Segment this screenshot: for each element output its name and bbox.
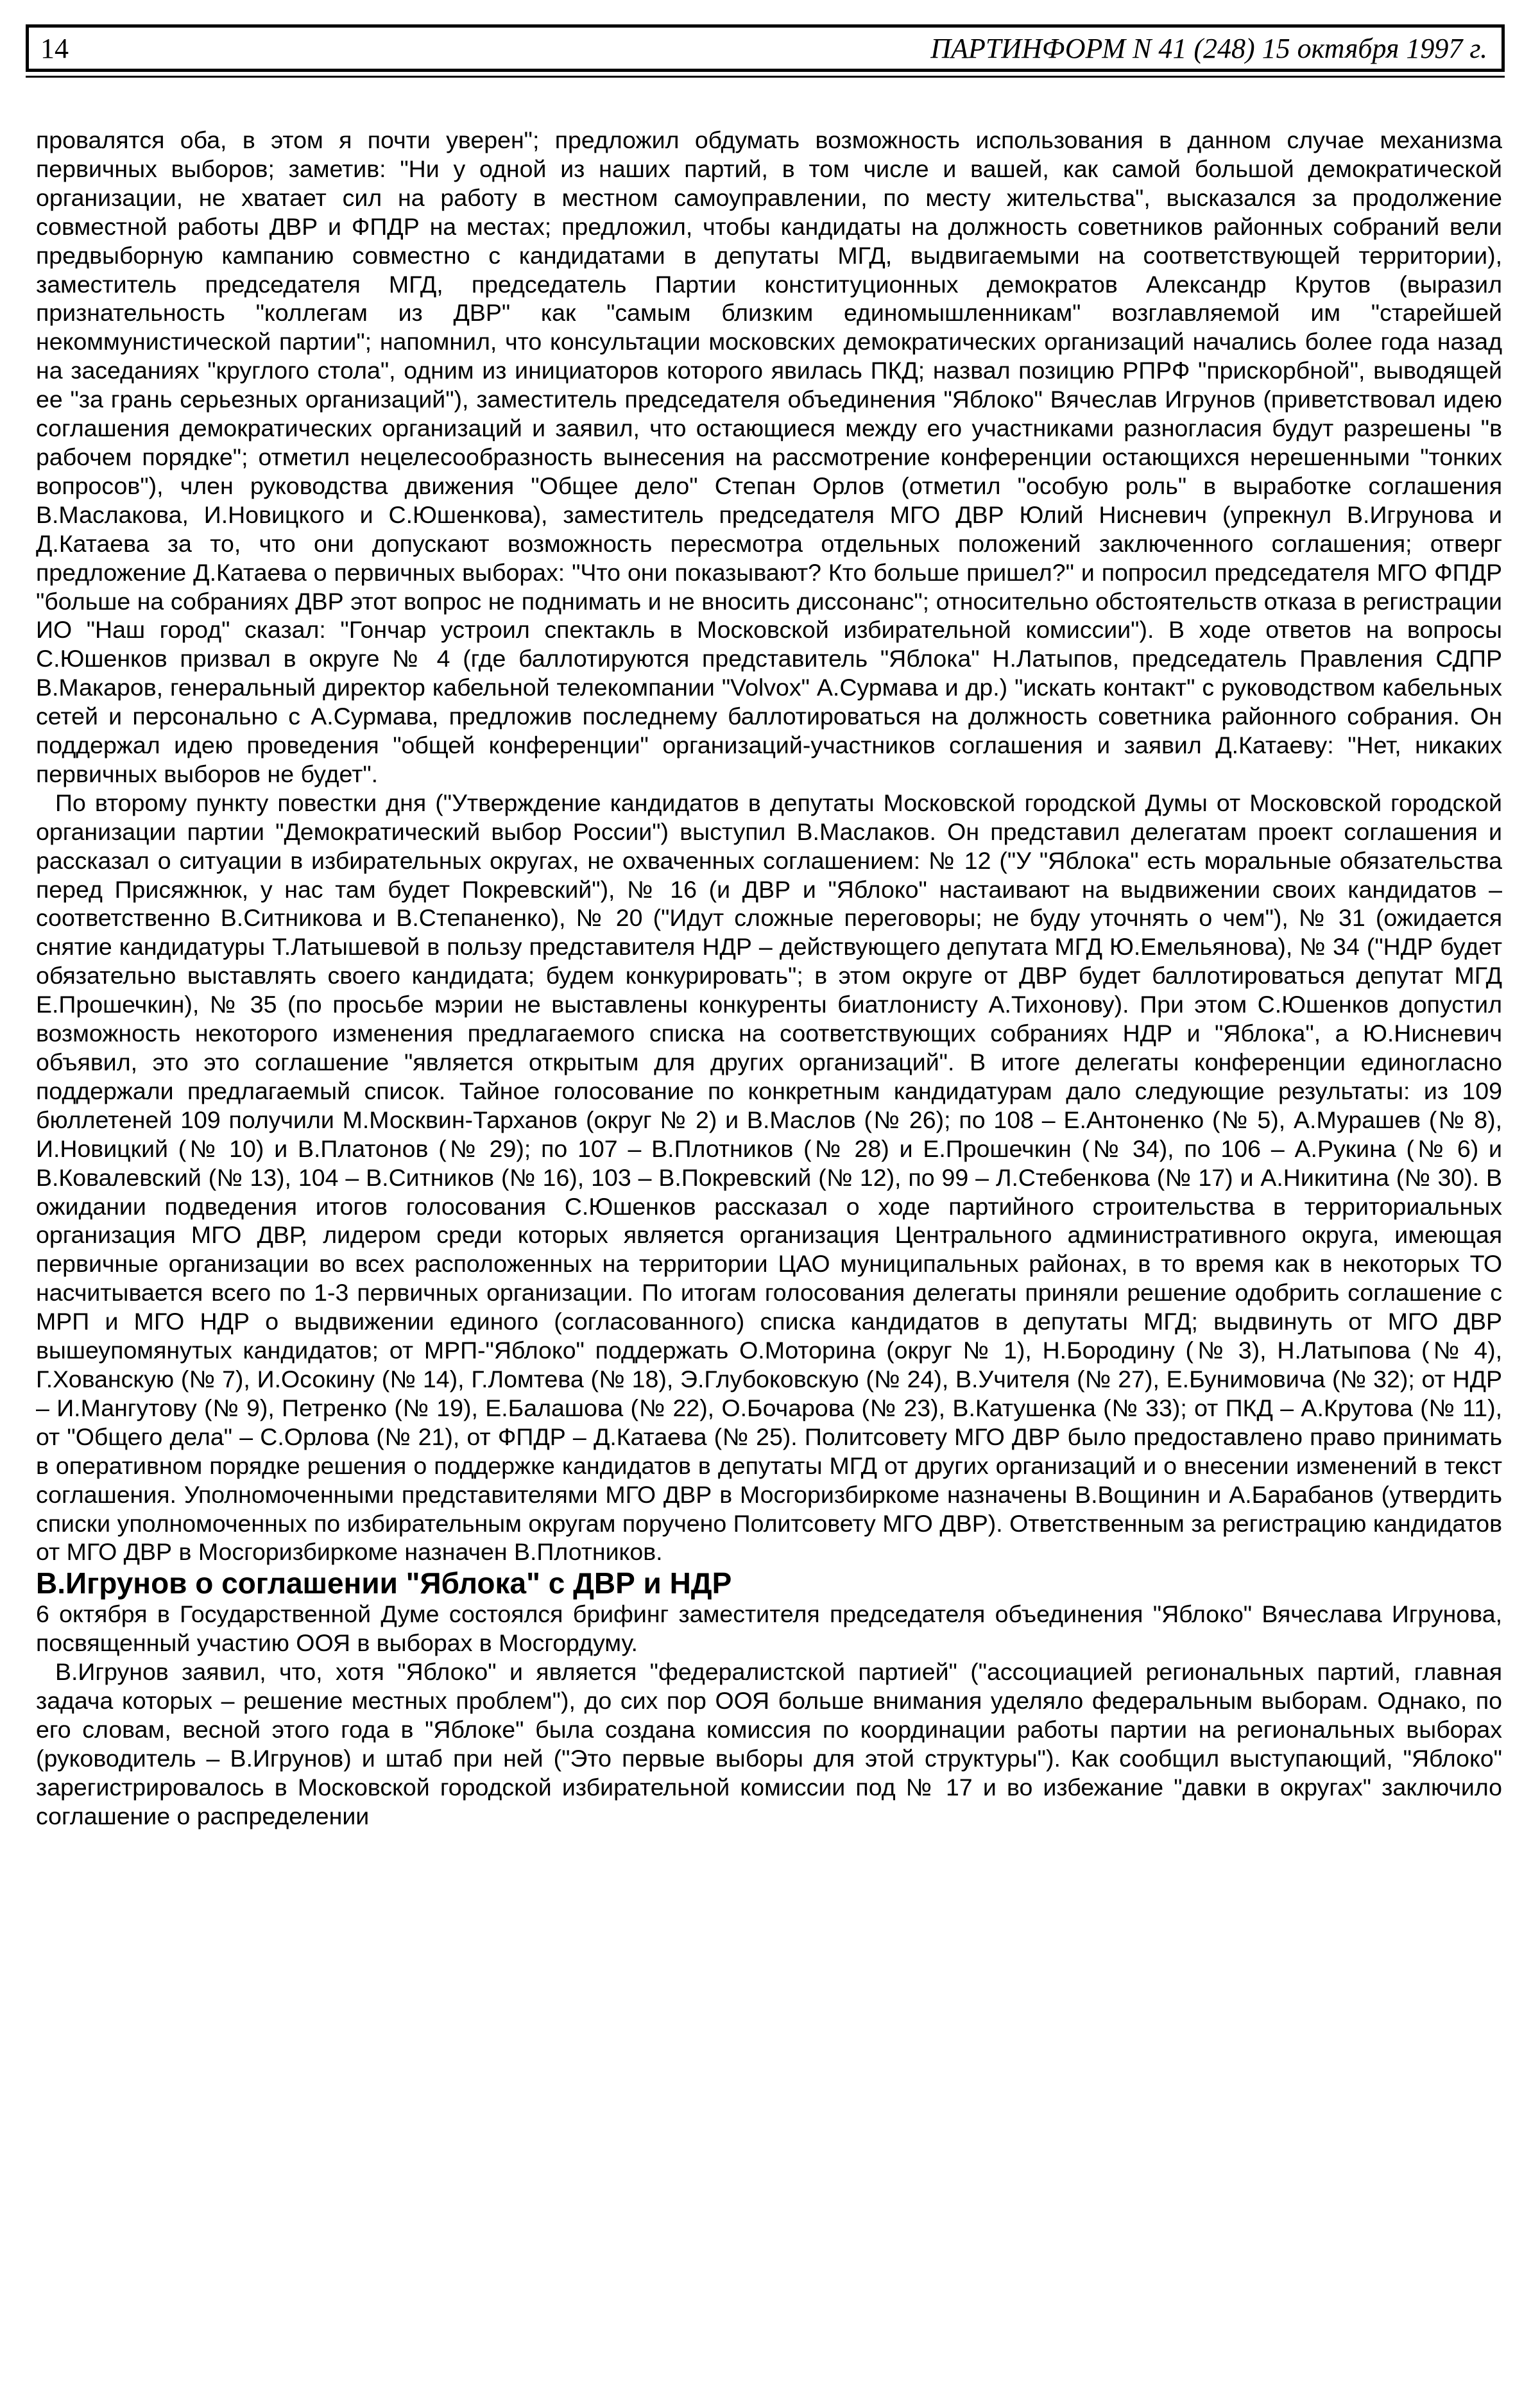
section-paragraph: В.Игрунов заявил, что, хотя "Яблоко" и является "федералистской партией" ("ассоциацией региональных партий, главная задача которых – решение местных проблем"), до сих пор ООЯ больше внимания уделяло федеральным выборам. Однако, по его словам, весной этого года в "Яблоке" была создана комиссия по координации работы партии на региональных выборах (руководитель – В.Игрунов) и штаб при ней ("Это первые выборы для этой структуры"). Как сообщил выступающий, "Яблоко" зарегистрировалось в Московской городской избирательной комиссии под № 17 и во избежание "давки в округах" заключило соглашение о распределении <box>36 1658 1502 1829</box>
paragraph-continued: провалятся оба, в этом я почти уверен"; предложил обдумать возможность использования в данном случае механизма первичных выборов; заметив: "Ни у одной из наших партий, в том числе и вашей, как самой большой демократической организации, не хватает сил на работу в местном самоуправлении, по месту жительства", высказался за продолжение совместной работы ДВР и ФПДР на местах; предложил, чтобы кандидаты на должность советников районных собраний вели предвыборную кампанию совместно с кандидатами в депутаты МГД, выдвигаемыми на соответствующей территории), заместитель председателя МГД, председатель Партии конституционных демократов Александр Крутов (выразил признательность "коллегам из ДВР" как "самым близким единомышленникам" возглавляемой им "старейшей некоммунистической партии"; напомнил, что консультации московских демократических организаций начались более года назад на заседаниях "круглого стола", одним из инициаторов которого явилась ПКД; назвал позицию РПРФ "прискорбной", выводящей ее "за грань серьезных организаций"), заместитель председателя объединения "Яблоко" Вячеслав Игрунов (приветствовал идею соглашения демократических организаций и заявил, что остающиеся между его участниками разногласия будут разрешены "в рабочем порядке"; отметил нецелесообразность вынесения на рассмотрение конференции остающихся нерешенными "тонких вопросов"), член руководства движения "Общее дело" Степан Орлов (отметил "особую роль" в выработке соглашения В.Маслакова, И.Новицкого и С.Юшенкова), заместитель председателя МГО ДВР Юлий Нисневич (упрекнул В.Игрунова и Д.Катаева за то, что они допускают возможность пересмотра отдельных положений заключенного соглашения; отверг предложение Д.Катаева о первичных выборах: "Что они показывают? Кто больше пришел?" и попросил председателя МГО ФПДР "больше на собраниях ДВР этот вопрос не поднимать и не вносить диссонанс"; относительно обстоятельств отказа в регистрации ИО "Наш город" сказал: "Гончар устроил спектакль в Московской избирательной комиссии"). В ходе ответов на вопросы С.Юшенков призвал в округе № 4 (где баллотируются представитель "Яблока" Н.Латыпов, председатель Правления СДПР В.Макаров, генеральный директор кабельной телекомпании "Volvox" А.Сурмава и др.) "искать контакт" с руководством кабельных сетей и персонально с А.Сурмава, предложив последнему баллотироваться на должность советника районного собрания. Он поддержал идею проведения "общей конференции" организаций-участников соглашения и заявил Д.Катаеву: "Нет, никаких первичных выборов не будет". <box>36 126 1502 787</box>
section-title: В.Игрунов о соглашении "Яблока" с ДВР и НДР <box>36 1566 732 1600</box>
paragraph-agenda-item-2: По второму пункту повестки дня ("Утверждение кандидатов в депутаты Московской городской Думы от Московской городской организации партии "Демократический выбор России") выступил В.Маслаков. Он представил делегатам проект соглашения и рассказал о ситуации в избирательных округах, не охваченных соглашением: № 12 ("У "Яблока" есть моральные обязательства перед Присяжнюк, у нас там будет Покревский"), № 16 (и ДВР и "Яблоко" настаивают на выдвижении своих кандидатов – соответственно В.Ситникова и В.Степаненко), № 20 ("Идут сложные переговоры; не буду уточнять о чем"), № 31 (ожидается снятие кандидатуры Т.Латышевой в пользу представителя НДР – действующего депутата МГД Ю.Емельянова), № 34 ("НДР будет обязательно выставлять своего кандидата; будем конкурировать"; в этом округе от ДВР будет баллотироваться депутат МГД Е.Прошечкин), № 35 (по просьбе мэрии не выставлены конкуренты биатлонисту А.Тихонову). При этом С.Юшенков допустил возможность некоторого изменения предлагаемого списка на соответствующих собраниях НДР и "Яблока", а Ю.Нисневич объявил, это это соглашение "является открытым для других организаций". В итоге делегаты конференции единогласно поддержали предлагаемый список. Тайное голосование по конкретным кандидатурам дало следующие результаты: из 109 бюллетеней 109 получили М.Москвин-Тарханов (округ № 2) и В.Маслов (№ 26); по 108 – Е.Антоненко (№ 5), А.Мурашев (№ 8), И.Новицкий (№ 10) и В.Платонов (№ 29); по 107 – В.Плотников (№ 28) и Е.Прошечкин (№ 34), по 106 – А.Рукина (№ 6) и В.Ковалевский (№ 13), 104 – В.Ситников (№ 16), 103 – В.Покревский (№ 12), по 99 – Л.Стебенкова (№ 17) и А.Никитина (№ 30). В ожидании подведения итогов голосования С.Юшенков рассказал о ходе партийного строительства в территориальных организация МГО ДВР, лидером среди которых является организация Центрального административного округа, имеющая первичные организации во всех расположенных на территории ЦАО муниципальных районах, в то время как в некоторых ТО насчитывается всего по 1-3 первичных организации. По итогам голосования делегаты приняли решение одобрить соглашение с МРП и МГО НДР о выдвижении единого (согласованного) списка кандидатов в депутаты МГД; выдвинуть от МГО ДВР вышеупомянутых кандидатов; от МРП-"Яблоко" поддержать О.Моторина (округ № 1), Н.Бородину (№ 3), Н.Латыпова (№ 4), Г.Хованскую (№ 7), И.Осокину (№ 14), Г.Ломтева (№ 18), Э.Глубоковскую (№ 24), В.Учителя (№ 27), Е.Бунимовича (№ 32); от НДР – И.Мангутову (№ 9), Петренко (№ 19), Е.Балашова (№ 22), О.Бочарова (№ 23), В.Катушенка (№ 33); от ПКД – А.Крутова (№ 11), от "Общего дела" – С.Орлова (№ 21), от ФПДР – Д.Катаева (№ 25). Политсовету МГО ДВР было предоставлено право принимать в оперативном порядке решения о поддержке кандидатов в депутаты МГД от других организаций и о внесении изменений в текст соглашения. Уполномоченными представителями МГО ДВР в Мосгоризбиркоме назначены В.Вощинин и А.Барабанов (утвердить списки уполномоченных по избирательным округам поручено Политсовету МГО ДВР). Ответственным за регистрацию кандидатов от МГО ДВР в Мосгоризбиркоме назначен В.Плотников. <box>36 789 1502 1566</box>
page-number: 14 <box>40 32 69 64</box>
section-paragraph: 6 октября в Государственной Думе состоялся брифинг заместителя председателя объединения "Яблоко" Вячеслава Игрунова, посвященный участию ООЯ в выборах в Мосгордуму. <box>36 1600 1502 1657</box>
issue-info: ПАРТИНФОРМ N 41 (248) 15 октября 1997 г. <box>930 32 1487 64</box>
page-header <box>26 24 1505 72</box>
article-body <box>36 126 1502 1831</box>
